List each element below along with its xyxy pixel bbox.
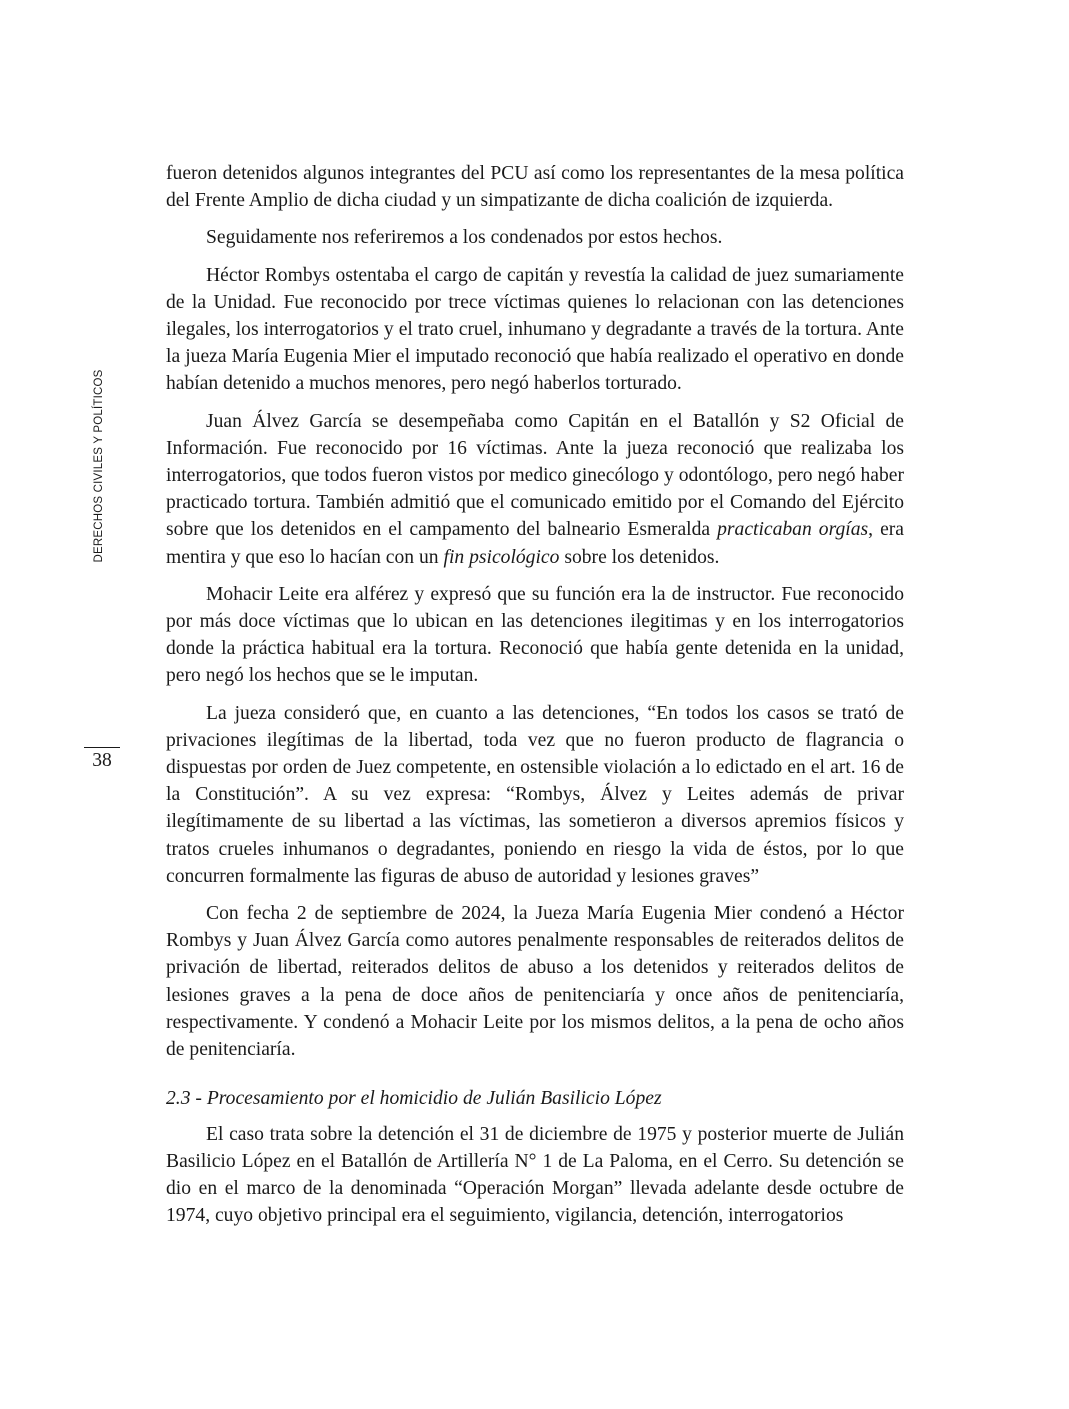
paragraph-4-italic-2: fin psicológico xyxy=(443,546,560,568)
running-head: DERECHOS CIVILES Y POLÍTICOS xyxy=(93,369,105,563)
section-heading: 2.3 - Procesamiento por el homicidio de Julián Basilicio López xyxy=(166,1088,662,1110)
paragraph-8: El caso trata sobre la detención el 31 de diciembre de 1975 y posterior muerte de Julián Basilicio López en el Batallón de Artillería N° 1 de La Paloma, en el Cerro. Su detención se dio en el marco de la denominada “Operación Morgan” llevada adelante desde octubre de 1974, cuyo objetivo principal era el seguimiento, vigilancia, detención, interrogatorios xyxy=(166,1123,904,1227)
paragraph-4-part-a: Juan Álvez García se desempeñaba como Capitán en el Batallón y S2 Oficial de Información. Fue reconocido por 16 víctimas. Ante la jueza reconoció que realizaba los interrogatorios, que todos fueron vistos por medico ginecólogo y odontólogo, pero negó haber practicado tortura. También admitió que el comunicado emitido por el Comando del Ejército sobre que los detenidos en el campamento del balneario Esmeralda xyxy=(166,410,904,541)
paragraph-2: Seguidamente nos referiremos a los condenados por estos hechos. xyxy=(206,227,723,249)
paragraph-4-part-c: sobre los detenidos. xyxy=(559,546,720,568)
paragraph-6: La jueza consideró que, en cuanto a las detenciones, “En todos los casos se trató de privaciones ilegítimas de la libertad, toda vez que no fueron producto de flagrancia o dispuestas por orden de Juez competente, en ostensible violación a lo edictado en el art. 16 de la Constitución”. A su vez expresa: “Rombys, Álvez y Leites además de privar ilegítimamente de su libertad a las víctimas, las sometieron a diversos apremios físicos y tratos crueles inhumanos o degradantes, poniendo en riesgo la vida de éstos, por lo que concurren formalmente las figuras de abuso de autoridad y lesiones graves” xyxy=(166,702,904,887)
paragraph-4 xyxy=(166,408,904,571)
paragraph-7: Con fecha 2 de septiembre de 2024, la Jueza María Eugenia Mier condenó a Héctor Rombys y Juan Álvez García como autores penalmente responsables de reiterados delitos de privación de libertad, reiterados delitos de abuso a los detenidos y reiterados delitos de lesiones graves a la pena de doce años de penitenciaría y once años de penitenciaría, respectivamente. Y condenó a Mohacir Leite por los mismos delitos, a la pena de ocho años de penitenciaría. xyxy=(166,903,904,1061)
page-number-rule xyxy=(84,747,120,748)
page-number: 38 xyxy=(92,750,112,771)
paragraph-5: Mohacir Leite era alférez y expresó que su función era la de instructor. Fue reconocido por más doce víctimas que lo ubican en las detenciones ilegitimas y en los interrogatorios donde la práctica habitual era la tortura. Reconoció que había gente detenida en la unidad, pero negó los hechos que se le imputan. xyxy=(166,583,904,687)
body-text xyxy=(166,160,904,1239)
paragraph-1: fueron detenidos algunos integrantes del PCU así como los representantes de la mesa política del Frente Amplio de dicha ciudad y un simpatizante de dicha coalición de izquierda. xyxy=(166,163,904,212)
paragraph-3: Héctor Rombys ostentaba el cargo de capitán y revestía la calidad de juez sumariamente de la Unidad. Fue reconocido por trece víctimas quienes lo relacionan con las detenciones ilegales, los interrogatorios y el trato cruel, inhumano y degradante a través de la tortura. Ante la jueza María Eugenia Mier el imputado reconoció que había realizado el operativo en donde habían detenido a muchos menores, pero negó haberlos torturado. xyxy=(166,264,904,395)
paragraph-4-italic-1: practicaban orgías xyxy=(717,519,869,541)
paragraph-4-part-b: , era mentira y que eso lo hacían con un xyxy=(166,519,904,568)
